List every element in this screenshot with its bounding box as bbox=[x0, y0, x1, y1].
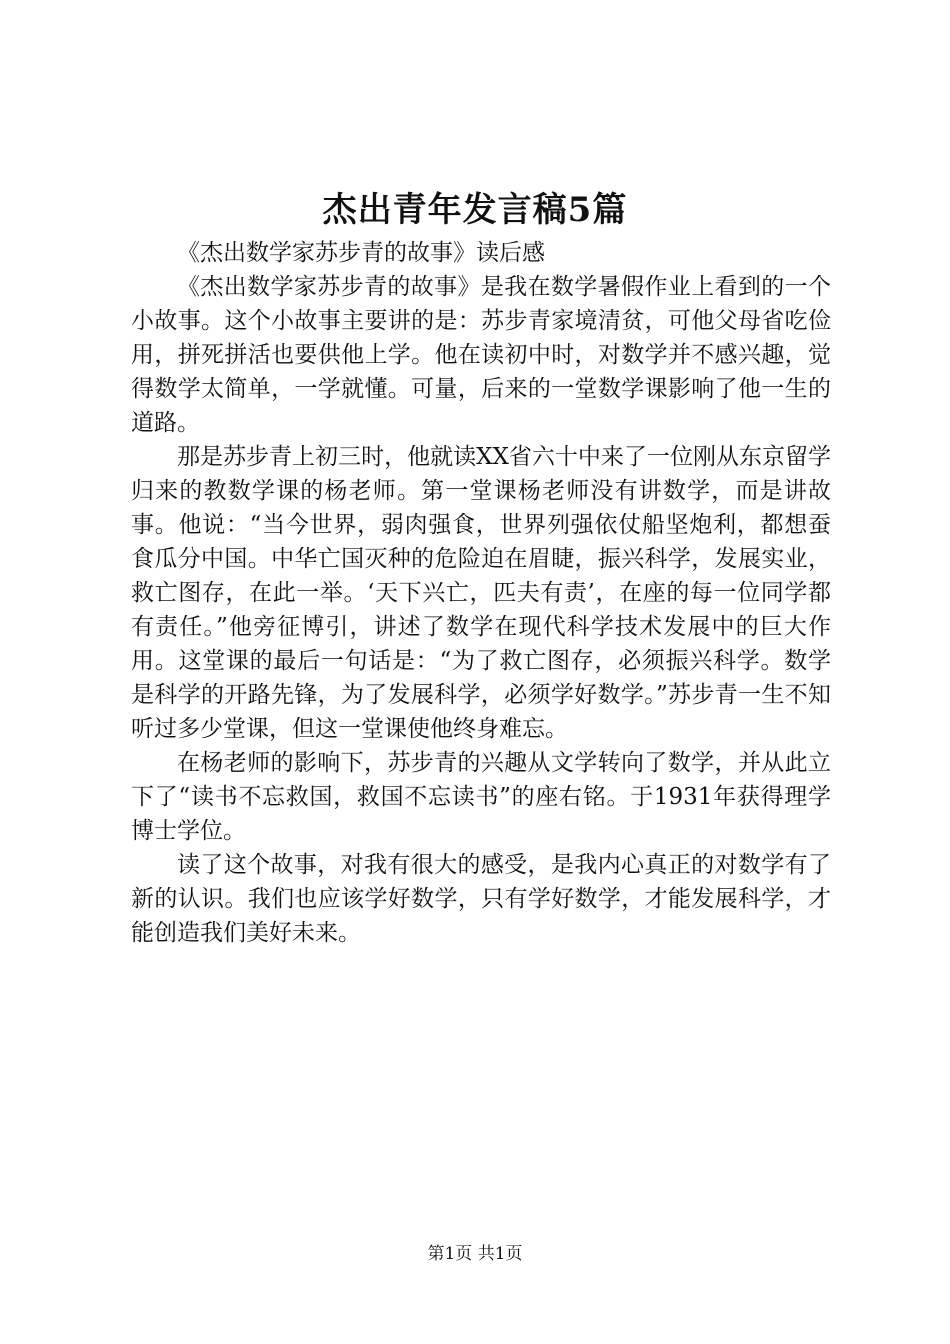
essay-heading: 《杰出数学家苏步青的故事》读后感 bbox=[177, 240, 545, 266]
page-number-footer: 第1页 共1页 bbox=[427, 1244, 523, 1264]
document-title: 杰出青年发言稿5篇 bbox=[322, 190, 628, 230]
paragraph-2: 那是苏步青上初三时，他就读XX省六十中来了一位刚从东京留学归来的教数学课的杨老师。第一堂课杨老师没有讲数学，而是讲故事。他说：“当今世界，弱肉强食，世界列强依仗船坚炮利，都想蚕食瓜分中国。中华亡国灭种的危险迫在眉睫，振兴科学，发展实业，救亡图存，在此一举。‘天下兴亡，匹夫有责’，在座的每一位同学都有责任。”他旁征博引，讲述了数学在现代科学技术发展中的巨大作用。这堂课的最后一句话是：“为了救亡图存，必须振兴科学。数学是科学的开路先锋，为了发展科学，必须学好数学。”苏步青一生不知听过多少堂课，但这一堂课使他终身难忘。 bbox=[131, 444, 831, 742]
paragraph-1: 《杰出数学家苏步青的故事》是我在数学暑假作业上看到的一个小故事。这个小故事主要讲的是：苏步青家境清贫，可他父母省吃俭用，拼死拼活也要供他上学。他在读初中时，对数学并不感兴趣，觉得数学太简单，一学就懂。可量，后来的一堂数学课影响了他一生的道路。 bbox=[131, 274, 831, 436]
paragraph-3: 在杨老师的影响下，苏步青的兴趣从文学转向了数学，并从此立下了“读书不忘救国，救国不忘读书”的座右铭。于1931年获得理学博士学位。 bbox=[131, 750, 831, 844]
document-body bbox=[131, 236, 831, 950]
paragraph-4: 读了这个故事，对我有很大的感受，是我内心真正的对数学有了新的认识。我们也应该学好数学，只有学好数学，才能发展科学，才能创造我们美好未来。 bbox=[131, 852, 831, 946]
